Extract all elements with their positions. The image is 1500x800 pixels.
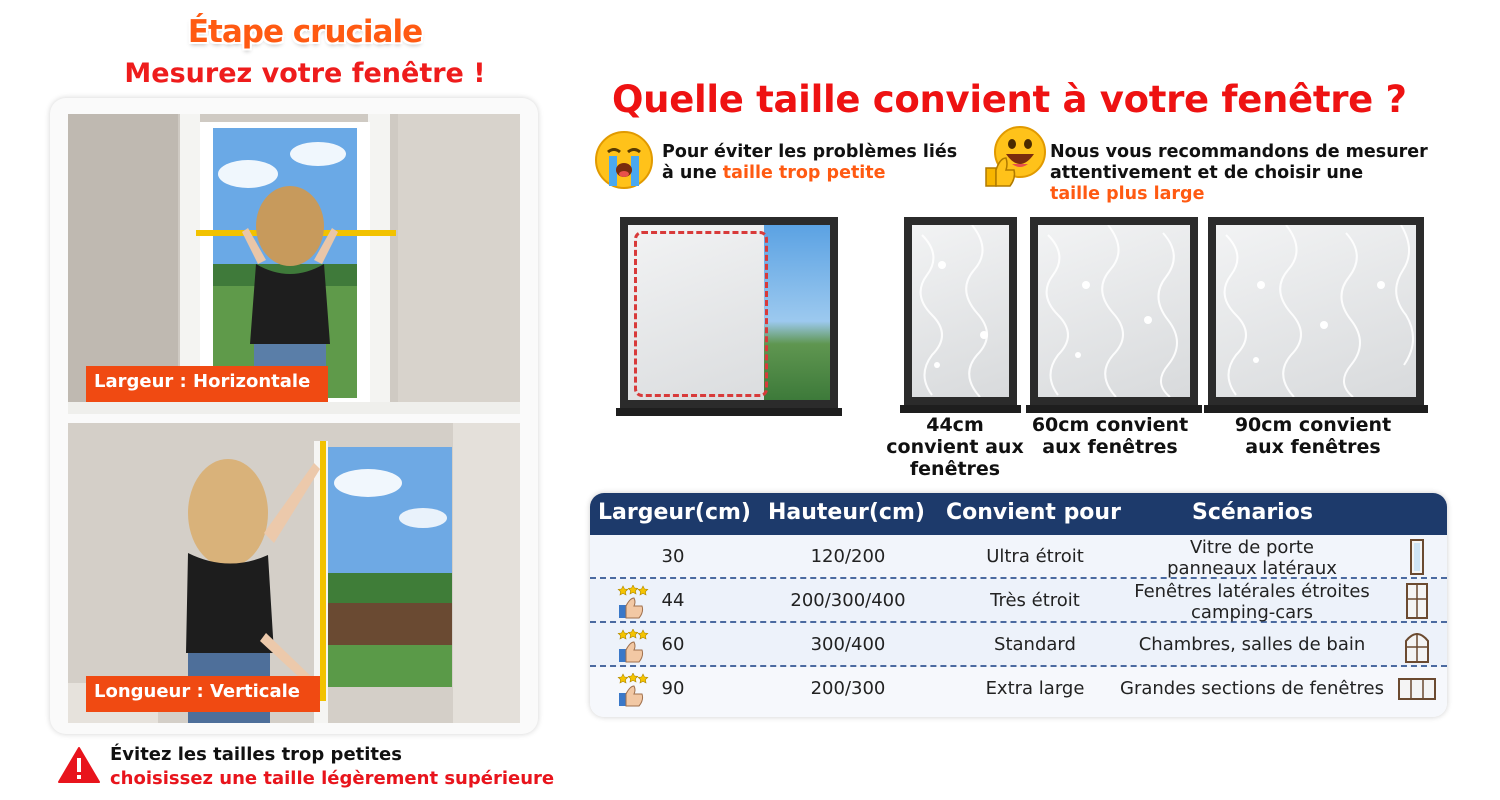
- window-pane: [1216, 225, 1416, 397]
- window-sill: [616, 408, 842, 416]
- cell-scenario-line2: panneaux latéraux: [1167, 558, 1337, 579]
- arched-window-icon: [1398, 627, 1436, 663]
- table-header: [590, 493, 1447, 535]
- cell-width: 90: [661, 678, 685, 699]
- window-44cm: [904, 217, 1017, 411]
- caption-90cm-line1: 90cm convient: [1234, 414, 1392, 436]
- window-too-small-film: [620, 217, 838, 414]
- cell-scenario-line2: camping-cars: [1191, 602, 1313, 623]
- warning-icon: [58, 746, 100, 784]
- caption-44cm: [880, 414, 1030, 480]
- cell-suits: Standard: [994, 634, 1076, 655]
- floral-pattern-icon: [1038, 225, 1190, 397]
- window-sill: [900, 405, 1021, 413]
- table-row: [590, 579, 1447, 623]
- window-outside-view: [764, 225, 830, 400]
- caption-44cm-line2: convient aux: [886, 436, 1024, 458]
- main-title: Quelle taille convient à votre fenêtre ?: [612, 78, 1407, 121]
- warning-advice: choisissez une taille légèrement supérieure: [110, 768, 555, 789]
- window-90cm: [1208, 217, 1424, 411]
- caption-60cm: [1030, 414, 1190, 458]
- cell-width: 44: [661, 590, 685, 611]
- header-width: Largeur(cm): [598, 500, 751, 525]
- floral-pattern-icon: [1216, 225, 1416, 397]
- tip-recommend-highlight: taille plus large: [1050, 184, 1205, 204]
- cell-scenario: Grandes sections de fenêtres: [1120, 678, 1384, 699]
- header-suits: Convient pour: [946, 500, 1121, 525]
- caption-44cm-line1: 44cm: [926, 414, 984, 436]
- warning-text: Évitez les tailles trop petites: [110, 744, 402, 765]
- tip-recommend: [1050, 142, 1428, 205]
- tip-avoid-highlight: taille trop petite: [722, 163, 886, 183]
- cell-scenario: [1116, 581, 1388, 623]
- cell-suits: Ultra étroit: [986, 546, 1084, 567]
- caption-90cm-line2: aux fenêtres: [1245, 436, 1381, 458]
- cell-width: 30: [661, 546, 685, 567]
- tip-avoid-line1: Pour éviter les problèmes liés: [662, 142, 958, 162]
- cell-height: 120/200: [810, 546, 886, 567]
- cell-scenario-line1: Vitre de porte: [1190, 537, 1314, 558]
- header-scenarios: Scénarios: [1192, 500, 1313, 525]
- tag-length: Longueur : Verticale: [86, 676, 320, 712]
- header-height: Hauteur(cm): [768, 500, 925, 525]
- cell-scenario: Chambres, salles de bain: [1138, 634, 1366, 655]
- window-60cm: [1030, 217, 1198, 411]
- cell-suits: Très étroit: [990, 590, 1080, 611]
- window-sill: [1204, 405, 1428, 413]
- tip-avoid-line2-pre: à une: [662, 163, 723, 183]
- step-subtitle: Mesurez votre fenêtre !: [124, 58, 486, 89]
- table-row: [590, 623, 1447, 667]
- window-sill: [1026, 405, 1202, 413]
- thumbs-up-emoji-icon: [982, 124, 1048, 190]
- step-title: Étape cruciale: [187, 14, 423, 50]
- table-row: [590, 667, 1447, 717]
- cell-width: 60: [661, 634, 685, 655]
- caption-60cm-line1: 60cm convient: [1031, 414, 1189, 436]
- small-film-outline: [634, 231, 768, 397]
- crying-emoji-icon: [594, 130, 654, 190]
- cell-height: 200/300: [810, 678, 886, 699]
- tip-avoid-line2: [662, 163, 957, 184]
- window-pane: [912, 225, 1009, 397]
- cell-height: 300/400: [810, 634, 886, 655]
- side-window-icon: [1398, 583, 1436, 619]
- tag-width: Largeur : Horizontale: [86, 366, 328, 402]
- caption-90cm: [1218, 414, 1408, 458]
- table-row: [590, 535, 1447, 579]
- narrow-door-window-icon: [1398, 539, 1436, 575]
- size-table: [590, 493, 1447, 717]
- cell-height: 200/300/400: [790, 590, 906, 611]
- window-pane: [1038, 225, 1190, 397]
- caption-44cm-line3: fenêtres: [909, 458, 1001, 480]
- cell-scenario-line1: Fenêtres latérales étroites: [1134, 581, 1370, 602]
- caption-60cm-line2: aux fenêtres: [1042, 436, 1178, 458]
- tip-recommend-line1: Nous vous recommandons de mesurer: [1050, 142, 1428, 162]
- floral-pattern-icon: [912, 225, 1009, 397]
- wide-window-icon: [1398, 671, 1436, 707]
- cell-suits: Extra large: [985, 678, 1085, 699]
- tip-avoid-small: [662, 142, 957, 184]
- tip-recommend-line2: attentivement et de choisir une: [1050, 163, 1364, 183]
- window-pane: [628, 225, 830, 400]
- cell-scenario: [1116, 537, 1388, 579]
